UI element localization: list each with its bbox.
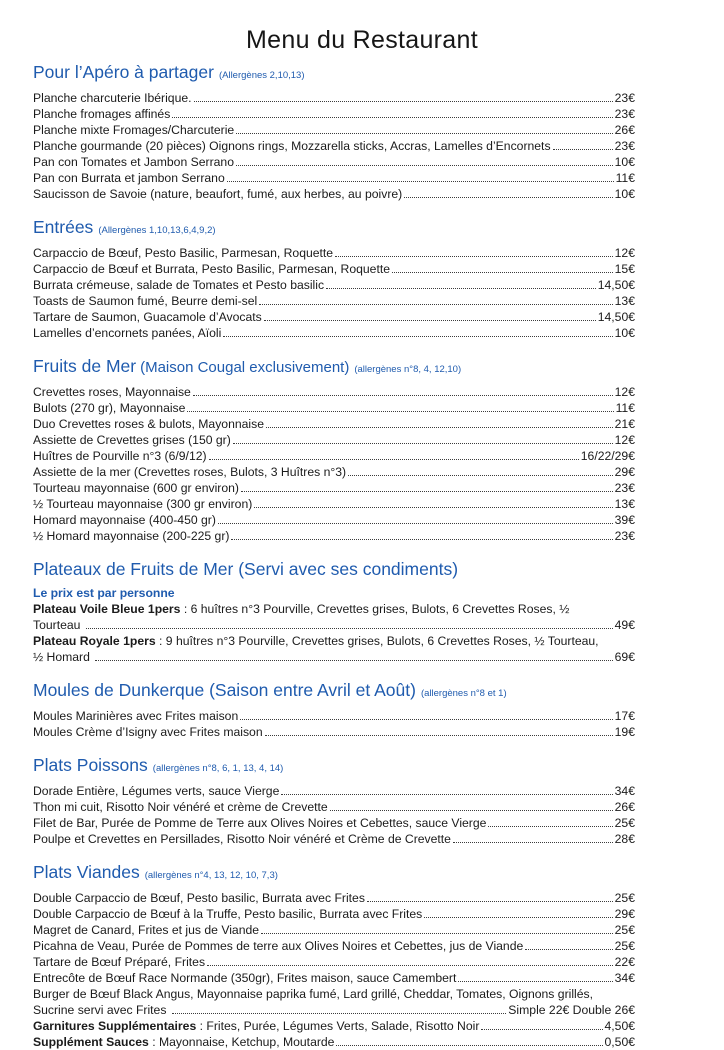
section-header — [33, 861, 635, 887]
section-allergens: (allergènes n°8, 4, 12,10) — [354, 364, 462, 375]
item-price: 23€ — [614, 91, 635, 105]
menu-section — [33, 679, 635, 740]
item-name: Double Carpaccio de Bœuf, Pesto basilic, Burrata avec Frites — [33, 891, 365, 905]
item-price: 21€ — [614, 417, 635, 431]
menu-section — [33, 61, 635, 202]
dotted-leader — [367, 901, 613, 902]
item-name: Picahna de Veau, Purée de Pommes de terre aux Olives Noires et Cebettes, jus de Viande — [33, 939, 524, 953]
item-name: ½ Homard — [33, 650, 94, 664]
menu-section — [33, 355, 635, 544]
section-header — [33, 216, 635, 242]
dotted-leader — [218, 523, 613, 524]
menu-item-row — [33, 245, 635, 261]
section-allergens: (Allergènes 2,10,13) — [218, 70, 305, 81]
dotted-leader — [236, 165, 613, 166]
item-name: Bulots (270 gr), Mayonnaise — [33, 401, 186, 415]
menu-item-row — [33, 585, 635, 601]
dotted-leader — [187, 411, 613, 412]
item-name: Pan con Burrata et jambon Serrano — [33, 171, 225, 185]
item-name: Planche gourmande (20 pièces) Oignons rings, Mozzarella sticks, Accras, Lamelles d’Encornets — [33, 139, 551, 153]
section-title: Plats Viandes — [33, 862, 140, 882]
menu-item-row — [33, 986, 635, 1002]
item-price: 23€ — [614, 529, 635, 543]
item-price: 39€ — [614, 513, 635, 527]
item-name: Poulpe et Crevettes en Persillades, Risotto Noir vénéré et Crème de Crevette — [33, 832, 451, 846]
item-name: Burger de Bœuf Black Angus, Mayonnaise paprika fumé, Lard grillé, Cheddar, Tomates, Oignons grillés, — [33, 987, 594, 1001]
dotted-leader — [209, 459, 579, 460]
item-price: 34€ — [614, 971, 635, 985]
item-name: Assiette de la mer (Crevettes roses, Bulots, 3 Huîtres n°3) — [33, 465, 347, 479]
menu-item-row — [33, 293, 635, 309]
item-price: 11€ — [615, 171, 635, 185]
dotted-leader — [172, 1013, 506, 1014]
section-title: Entrées — [33, 217, 94, 237]
item-price: 11€ — [615, 401, 635, 415]
menu-item-row — [33, 528, 635, 544]
item-price: 25€ — [614, 923, 635, 937]
dotted-leader — [348, 475, 613, 476]
item-name: Sucrine servi avec Frites — [33, 1003, 170, 1017]
menu-item-row — [33, 325, 635, 341]
section-header — [33, 355, 635, 381]
dotted-leader — [233, 443, 613, 444]
menu-item-row — [33, 970, 635, 986]
menu-item-row — [33, 954, 635, 970]
menu-item-row — [33, 432, 635, 448]
item-name: Tartare de Bœuf Préparé, Frites — [33, 955, 206, 969]
menu-sections — [33, 61, 635, 1050]
item-name: Assiette de Crevettes grises (150 gr) — [33, 433, 231, 447]
dotted-leader — [326, 288, 596, 289]
section-header — [33, 558, 635, 582]
item-name: Moules Marinières avec Frites maison — [33, 709, 239, 723]
menu-item-row — [33, 724, 635, 740]
menu-item-row — [33, 815, 635, 831]
menu-item-row — [33, 448, 635, 464]
dotted-leader — [261, 933, 613, 934]
menu-item-row — [33, 309, 635, 325]
item-name: Carpaccio de Bœuf et Burrata, Pesto Basilic, Parmesan, Roquette — [33, 262, 390, 276]
item-name: Double Carpaccio de Bœuf à la Truffe, Pesto basilic, Burrata avec Frites — [33, 907, 423, 921]
item-price: 25€ — [614, 816, 635, 830]
item-name: : 6 huîtres n°3 Pourville, Crevettes grises, Bulots, 6 Crevettes Roses, ½ — [180, 602, 570, 616]
dotted-leader — [424, 917, 612, 918]
section-items — [33, 783, 635, 847]
item-name: Toasts de Saumon fumé, Beurre demi-sel — [33, 294, 258, 308]
item-name-bold: Garnitures Supplémentaires — [33, 1019, 197, 1033]
item-price: 49€ — [614, 618, 635, 632]
item-price: 28€ — [614, 832, 635, 846]
dotted-leader — [231, 539, 612, 540]
menu-item-row — [33, 617, 635, 633]
dotted-leader — [525, 949, 612, 950]
menu-section — [33, 754, 635, 847]
section-allergens: (allergènes n°4, 13, 12, 10, 7,3) — [144, 870, 278, 881]
menu-item-row — [33, 170, 635, 186]
item-price: 17€ — [614, 709, 635, 723]
dotted-leader — [335, 256, 613, 257]
dotted-leader — [481, 1029, 602, 1030]
item-price: 0,50€ — [604, 1035, 635, 1049]
dotted-leader — [254, 507, 612, 508]
item-name: ½ Tourteau mayonnaise (300 gr environ) — [33, 497, 253, 511]
item-name: Crevettes roses, Mayonnaise — [33, 385, 191, 399]
menu-item-row — [33, 922, 635, 938]
item-price: 26€ — [614, 800, 635, 814]
item-name: Planche charcuterie Ibérique. — [33, 91, 192, 105]
item-price: 12€ — [614, 385, 635, 399]
dotted-leader — [404, 197, 612, 198]
menu-item-row — [33, 708, 635, 724]
menu-item-row — [33, 277, 635, 293]
dotted-leader — [236, 133, 612, 134]
dotted-leader — [259, 304, 612, 305]
item-price: 69€ — [614, 650, 635, 664]
menu-item-row — [33, 906, 635, 922]
item-price: 22€ — [614, 955, 635, 969]
item-price: 12€ — [614, 433, 635, 447]
dotted-leader — [193, 395, 613, 396]
dotted-leader — [488, 826, 612, 827]
dotted-leader — [172, 117, 612, 118]
item-price: 10€ — [614, 326, 635, 340]
item-price: 14,50€ — [597, 310, 635, 324]
menu-section — [33, 216, 635, 341]
menu-item-row — [33, 384, 635, 400]
item-name: : Mayonnaise, Ketchup, Moutarde — [148, 1035, 335, 1049]
item-name: Planche mixte Fromages/Charcuterie — [33, 123, 235, 137]
dotted-leader — [207, 965, 613, 966]
item-price: 4,50€ — [604, 1019, 635, 1033]
item-name: Tourteau — [33, 618, 84, 632]
dotted-leader — [265, 735, 613, 736]
item-name: Burrata crémeuse, salade de Tomates et Pesto basilic — [33, 278, 325, 292]
menu-item-row — [33, 938, 635, 954]
section-items — [33, 708, 635, 740]
menu-item-row — [33, 154, 635, 170]
item-price: 26€ — [614, 123, 635, 137]
menu-item-row — [33, 799, 635, 815]
section-allergens: (Allergènes 1,10,13,6,4,9,2) — [98, 225, 216, 236]
item-price: 34€ — [614, 784, 635, 798]
section-subtitle: (Maison Cougal exclusivement) — [140, 359, 350, 376]
dotted-leader — [240, 719, 612, 720]
item-price: 12€ — [614, 246, 635, 260]
section-items — [33, 245, 635, 341]
item-name: Magret de Canard, Frites et jus de Viande — [33, 923, 260, 937]
menu-item-row — [33, 106, 635, 122]
item-name: Carpaccio de Bœuf, Pesto Basilic, Parmesan, Roquette — [33, 246, 334, 260]
item-price: 13€ — [614, 497, 635, 511]
section-header — [33, 754, 635, 780]
section-items — [33, 585, 635, 665]
item-price: 10€ — [614, 187, 635, 201]
section-header — [33, 61, 635, 87]
item-name: Pan con Tomates et Jambon Serrano — [33, 155, 234, 169]
section-allergens: (allergènes n°8, 6, 1, 13, 4, 14) — [152, 763, 284, 774]
item-name: Huîtres de Pourville n°3 (6/9/12) — [33, 449, 207, 463]
item-price: 10€ — [614, 155, 635, 169]
menu-item-row — [33, 1002, 635, 1018]
menu-item-row — [33, 416, 635, 432]
item-name: Tourteau mayonnaise (600 gr environ) — [33, 481, 239, 495]
item-price: 16/22/29€ — [580, 449, 635, 463]
item-price: 13€ — [614, 294, 635, 308]
item-name: Planche fromages affinés — [33, 107, 171, 121]
menu-item-row — [33, 649, 635, 665]
item-name-bold: Supplément Sauces — [33, 1035, 149, 1049]
menu-item-row — [33, 138, 635, 154]
menu-item-row — [33, 186, 635, 202]
dotted-leader — [458, 981, 612, 982]
menu-item-row — [33, 90, 635, 106]
menu-item-row — [33, 831, 635, 847]
dotted-leader — [194, 101, 613, 102]
menu-item-row — [33, 783, 635, 799]
section-title: Pour l’Apéro à partager — [33, 62, 214, 82]
section-items — [33, 90, 635, 202]
item-name: Saucisson de Savoie (nature, beaufort, fumé, aux herbes, au poivre) — [33, 187, 403, 201]
item-name: Entrecôte de Bœuf Race Normande (350gr), Frites maison, sauce Camembert — [33, 971, 457, 985]
dotted-leader — [86, 628, 613, 629]
item-name: Moules Crème d’Isigny avec Frites maison — [33, 725, 263, 739]
item-name: Tartare de Saumon, Guacamole d’Avocats — [33, 310, 262, 324]
section-items — [33, 384, 635, 544]
menu-item-row — [33, 122, 635, 138]
item-price: 29€ — [614, 907, 635, 921]
menu-item-row — [33, 464, 635, 480]
menu-item-row — [33, 480, 635, 496]
section-allergens: (allergènes n°8 et 1) — [420, 688, 507, 699]
dotted-leader — [281, 794, 612, 795]
section-title: Fruits de Mer — [33, 356, 137, 376]
menu-item-row — [33, 890, 635, 906]
section-title: Plateaux de Fruits de Mer (Servi avec ses condiments) — [33, 559, 459, 579]
menu-item-row — [33, 633, 635, 649]
section-header — [33, 679, 635, 705]
menu-item-row — [33, 1034, 635, 1050]
menu-item-row — [33, 496, 635, 512]
menu-item-row — [33, 400, 635, 416]
dotted-leader — [330, 810, 613, 811]
menu-item-row — [33, 601, 635, 617]
dotted-leader — [95, 660, 612, 661]
item-price: 29€ — [614, 465, 635, 479]
section-title: Plats Poissons — [33, 755, 148, 775]
item-price: Simple 22€ Double 26€ — [508, 1003, 635, 1017]
dotted-leader — [553, 149, 613, 150]
item-name: Filet de Bar, Purée de Pomme de Terre aux Olives Noires et Cebettes, sauce Vierge — [33, 816, 487, 830]
item-price: 19€ — [614, 725, 635, 739]
item-name: ½ Homard mayonnaise (200-225 gr) — [33, 529, 230, 543]
item-name: : 9 huîtres n°3 Pourville, Crevettes grises, Bulots, 6 Crevettes Roses, ½ Tourteau, — [155, 634, 599, 648]
dotted-leader — [223, 336, 612, 337]
item-price: 25€ — [614, 891, 635, 905]
section-items — [33, 890, 635, 1050]
item-name: Thon mi cuit, Risotto Noir vénéré et crème de Crevette — [33, 800, 328, 814]
item-price: 23€ — [614, 139, 635, 153]
item-name: : Frites, Purée, Légumes Verts, Salade, Risotto Noir — [196, 1019, 480, 1033]
dotted-leader — [392, 272, 613, 273]
menu-section — [33, 558, 635, 665]
item-name: Duo Crevettes roses & bulots, Mayonnaise — [33, 417, 264, 431]
section-title: Moules de Dunkerque (Saison entre Avril et Août) — [33, 680, 416, 700]
dotted-leader — [264, 320, 596, 321]
item-price: 15€ — [614, 262, 635, 276]
item-price: 23€ — [614, 107, 635, 121]
item-name: Le prix est par personne — [33, 586, 175, 600]
item-name: Homard mayonnaise (400-450 gr) — [33, 513, 216, 527]
page-title: Menu du Restaurant — [246, 26, 478, 54]
item-price: 25€ — [614, 939, 635, 953]
item-name-bold: Plateau Voile Bleue 1pers — [33, 602, 181, 616]
menu-section — [33, 861, 635, 1050]
menu-item-row — [33, 512, 635, 528]
item-name-bold: Plateau Royale 1pers — [33, 634, 156, 648]
dotted-leader — [266, 427, 613, 428]
item-price: 23€ — [614, 481, 635, 495]
menu-item-row — [33, 261, 635, 277]
item-name: Lamelles d’encornets panées, Aïoli — [33, 326, 222, 340]
dotted-leader — [336, 1045, 602, 1046]
item-price: 14,50€ — [597, 278, 635, 292]
dotted-leader — [453, 842, 613, 843]
dotted-leader — [227, 181, 614, 182]
item-name: Dorade Entière, Légumes verts, sauce Vierge — [33, 784, 280, 798]
dotted-leader — [241, 491, 613, 492]
menu-item-row — [33, 1018, 635, 1034]
